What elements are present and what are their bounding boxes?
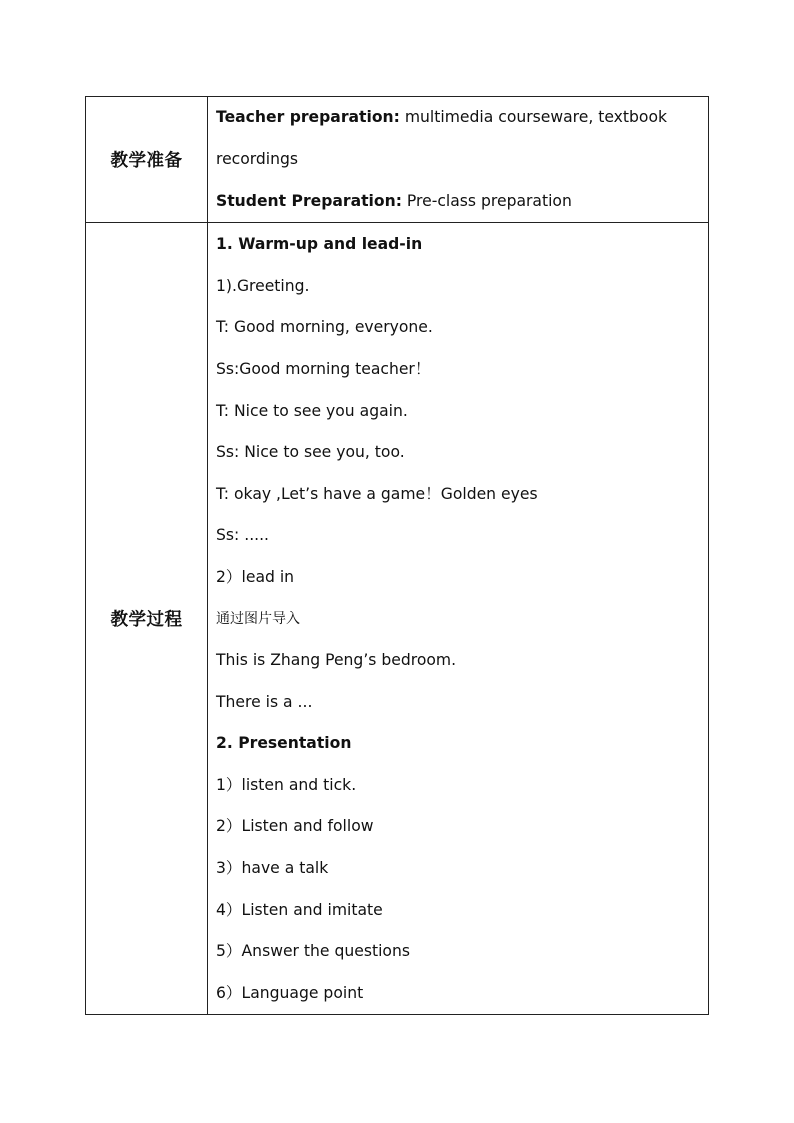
process-row: [86, 223, 709, 1015]
process-line: 4）Listen and imitate: [216, 900, 383, 919]
teacher-preparation-line: [216, 97, 708, 139]
teacher-preparation-label: Teacher preparation:: [216, 108, 400, 127]
teacher-preparation-text-2: recordings: [216, 149, 299, 168]
process-line: 2）lead in: [216, 567, 295, 586]
process-line: 2）Listen and follow: [216, 817, 374, 836]
process-label: 教学过程: [86, 223, 208, 1015]
process-line: 5）Answer the questions: [216, 942, 410, 961]
section-heading-presentation: 2. Presentation: [216, 734, 352, 753]
student-preparation-label: Student Preparation:: [216, 191, 402, 210]
process-line: 6）Language point: [216, 983, 364, 1002]
preparation-label: 教学准备: [86, 97, 208, 223]
process-line: 1).Greeting.: [216, 276, 310, 295]
process-line: There is a ...: [216, 692, 313, 711]
process-line: This is Zhang Peng’s bedroom.: [216, 651, 457, 670]
preparation-row: [86, 97, 709, 223]
student-preparation-text: Pre-class preparation: [406, 191, 572, 210]
section-heading-warmup: 1. Warm-up and lead-in: [216, 235, 423, 254]
process-line: Ss: Nice to see you, too.: [216, 443, 405, 462]
process-line-chinese: 通过图片导入: [216, 610, 300, 627]
process-line: Ss:Good morning teacher！: [216, 359, 431, 378]
process-line: T: okay ,Let’s have a game！Golden eyes: [216, 484, 538, 503]
teacher-preparation-line-2: [216, 139, 708, 181]
preparation-content: [208, 97, 709, 223]
teacher-preparation-text: multimedia courseware, textbook: [404, 108, 668, 127]
process-line: T: Nice to see you again.: [216, 401, 408, 420]
process-line: T: Good morning, everyone.: [216, 318, 433, 337]
process-line: Ss: .....: [216, 526, 270, 545]
student-preparation-line: [216, 181, 708, 223]
process-line: 3）have a talk: [216, 859, 329, 878]
process-content: [208, 223, 709, 1015]
process-line: 1）listen and tick.: [216, 775, 357, 794]
lesson-plan-table: [85, 96, 709, 1015]
